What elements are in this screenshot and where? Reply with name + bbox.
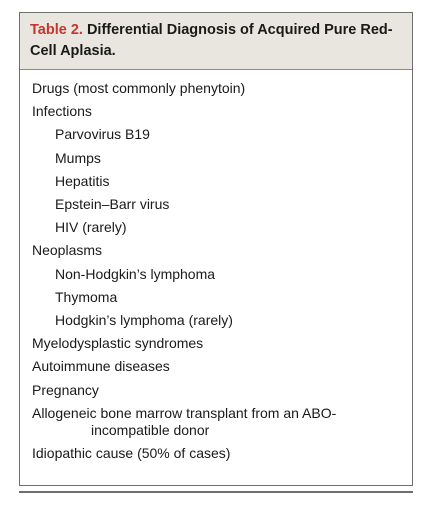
differential-diagnosis-table [19,12,413,486]
row-myelodysplastic-syndromes: Myelodysplastic syndromes [32,335,204,352]
row-mumps: Mumps [55,149,101,166]
row-autoimmune-diseases: Autoimmune diseases [32,358,170,375]
row-allogeneic-transplant-line2: incompatible donor [91,421,210,438]
table-title: Differential Diagnosis of Acquired Pure Red-Cell Aplasia. [30,22,393,59]
row-hiv: HIV (rarely) [55,219,127,236]
row-allogeneic-transplant-line1: Allogeneic bone marrow transplant from an ABO- [32,404,337,421]
row-neoplasms: Neoplasms [32,242,103,259]
row-epstein-barr-virus: Epstein–Barr virus [55,196,170,213]
row-hodgkins-lymphoma: Hodgkin’s lymphoma (rarely) [55,312,233,329]
row-hepatitis: Hepatitis [55,172,110,189]
row-allogeneic-transplant [20,402,412,442]
row-drugs: Drugs (most commonly phenytoin) [32,80,246,96]
table-body [20,70,412,465]
row-infections: Infections [32,103,92,120]
row-thymoma: Thymoma [55,288,118,305]
table-label: Table 2. [30,22,83,38]
row-pregnancy: Pregnancy [32,381,99,398]
table-header [20,13,412,70]
bottom-rule [19,491,413,493]
row-idiopathic-cause: Idiopathic cause (50% of cases) [32,444,231,461]
row-non-hodgkins-lymphoma: Non-Hodgkin’s lymphoma [55,265,216,282]
row-parvovirus-b19: Parvovirus B19 [55,126,150,143]
